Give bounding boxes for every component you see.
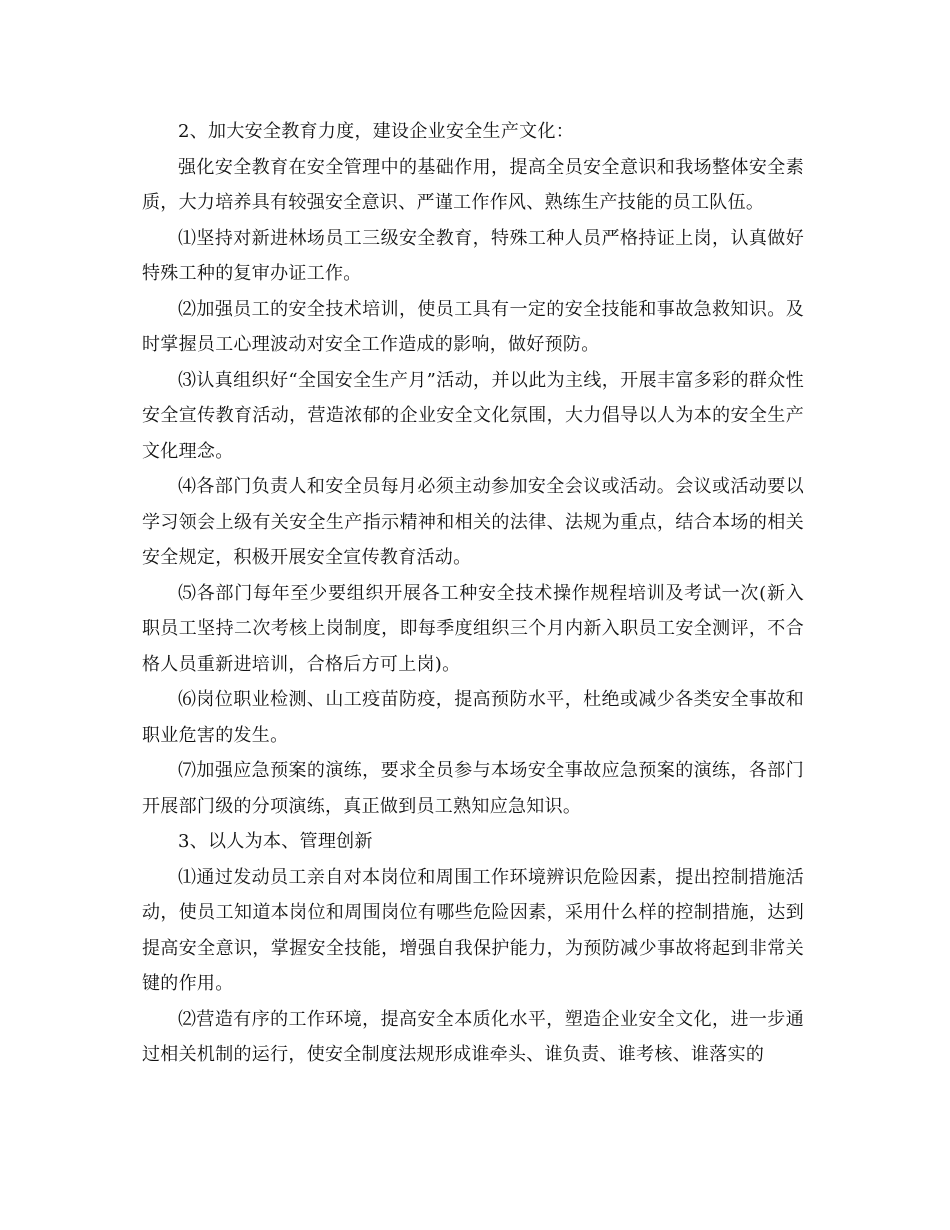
list-item-2: ⑵加强员工的安全技术培训，使员工具有一定的安全技能和事故急救知识。及时掌握员工心理波动对安全工作造成的影响，做好预防。 <box>142 298 804 355</box>
list-item-3-1: ⑴通过发动员工亲自对本岗位和周围工作环境辨识危险因素，提出控制措施活动，使员工知道本岗位和周围岗位有哪些危险因素，采用什么样的控制措施，达到提高安全意识，掌握安全技能，增强自我保护能力，为预防减少事故将起到非常关键的作用。 <box>142 866 804 994</box>
section-heading-2: 2、加大安全教育力度，建设企业安全生产文化： <box>178 121 575 142</box>
list-item-3: ⑶认真组织好“全国安全生产月”活动，并以此为主线，开展丰富多彩的群众性安全宣传教育活动，营造浓郁的企业安全文化氛围，大力倡导以人为本的安全生产文化理念。 <box>142 369 804 462</box>
list-item-7: ⑺加强应急预案的演练，要求全员参与本场安全事故应急预案的演练，各部门开展部门级的分项演练，真正做到员工熟知应急知识。 <box>142 760 804 817</box>
paragraph-intro: 强化安全教育在安全管理中的基础作用，提高全员安全意识和我场整体安全素质，大力培养具有较强安全意识、严谨工作作风、熟练生产技能的员工队伍。 <box>142 156 804 213</box>
list-item-6: ⑹岗位职业检测、山工疫苗防疫，提高预防水平，杜绝或减少各类安全事故和职业危害的发生。 <box>142 689 804 746</box>
list-item-5: ⑸各部门每年至少要组织开展各工种安全技术操作规程培训及考试一次(新入职员工坚持二次考核上岗制度，即每季度组织三个月内新入职员工安全测评，不合格人员重新进培训，合格后方可上岗)。 <box>142 582 804 675</box>
section-heading-3: 3、以人为本、管理创新 <box>178 831 373 852</box>
list-item-1: ⑴坚持对新进林场员工三级安全教育，特殊工种人员严格持证上岗，认真做好特殊工种的复审办证工作。 <box>142 227 804 284</box>
list-item-3-2: ⑵营造有序的工作环境，提高安全本质化水平，塑造企业安全文化，进一步通过相关机制的运行，使安全制度法规形成谁牵头、谁负责、谁考核、谁落实的 <box>142 1008 804 1065</box>
document-body <box>142 114 804 1073</box>
list-item-4: ⑷各部门负责人和安全员每月必须主动参加安全会议或活动。会议或活动要以学习领会上级有关安全生产指示精神和相关的法律、法规为重点，结合本场的相关安全规定，积极开展安全宣传教育活动。 <box>142 476 804 568</box>
